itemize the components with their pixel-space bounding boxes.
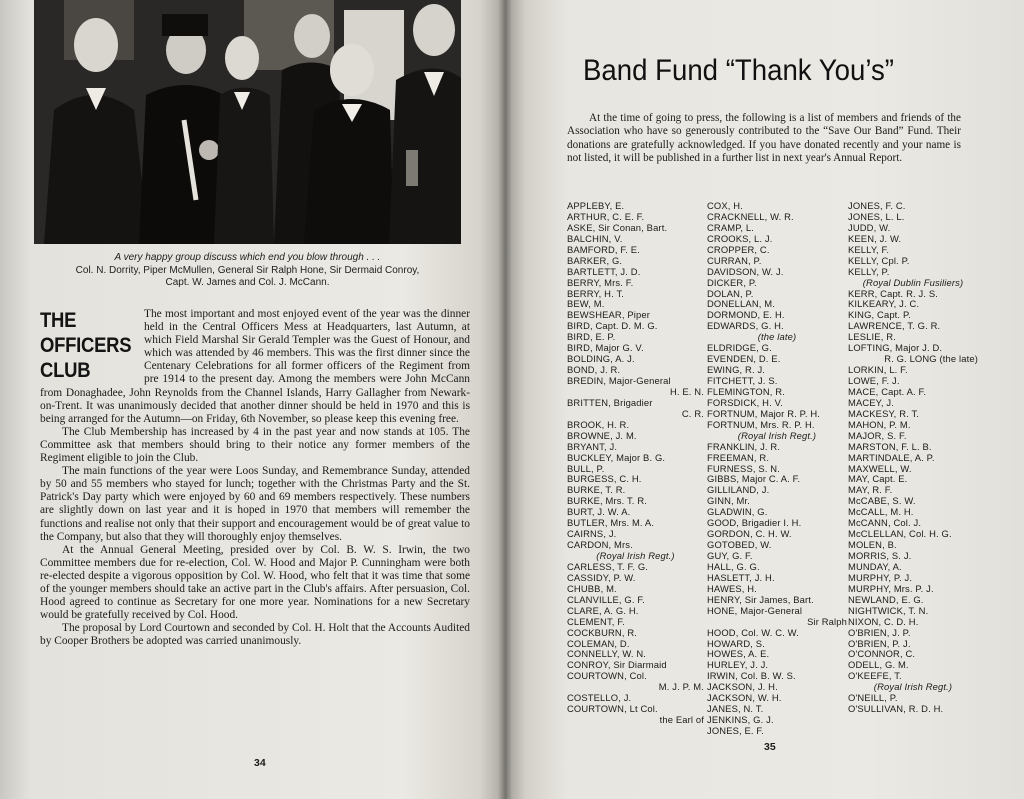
donor-name: H. E. N. [669,385,704,397]
donor-name: LOWE, F. J. [848,375,900,386]
donor-name: BARTLETT, J. D. [567,265,641,277]
donor-name: ARTHUR, C. E. F. [567,210,645,222]
donor-name: MAY, Capt. E. [848,473,908,485]
donor-name: ODELL, G. M. [848,659,909,671]
donor-name: O'KEEFE, T. [848,670,902,682]
donor-name: McCLELLAN, Col. H. G. [848,528,952,540]
left-page [0,0,505,799]
section-title-line-1: THE [40,309,77,332]
donor-name: FREEMAN, R. [707,451,770,463]
donor-column-1 [567,201,704,726]
donor-name: MARSTON, F. L. B. [848,440,932,452]
donor-name: BURKE, T. R. [567,484,626,496]
donor-name: COURTOWN, Col. [567,670,647,682]
donor-name: CASSIDY, P. W. [567,571,636,583]
donor-name: CONNELLY, W. N. [567,648,647,660]
donor-name: CROOKS, L. J. [707,232,773,244]
donor-name: BOLDING, A. J. [567,353,635,365]
donor-name: (Royal Dublin Fusiliers) [862,276,964,288]
donor-name: BIRD, Capt. D. M. G. [567,320,658,332]
donor-name: JONES, F. C. [848,200,906,211]
photo-figures [34,0,461,244]
donor-name: JACKSON, W. H. [707,692,782,704]
donor-name: LORKIN, L. F. [848,364,908,376]
donor-name: COSTELLO, J. [567,692,632,704]
intro-text [567,112,961,166]
donor-name: GIBBS, Major C. A. F. [707,473,801,485]
donor-name: CHUBB, M. [567,582,617,594]
donor-column-3 [848,201,978,715]
donor-name: LESLIE, R. [848,331,896,343]
donor-name: GUY, G. F. [707,550,753,561]
donor-name: LOFTING, Major J. D. [848,342,943,354]
section-title-line-2: OFFICERS [40,334,132,357]
paragraph-1: The most important and most enjoyed event of the year was the dinner held in the Central Officers Mess at Headquarters, last Autumn, at which Field Marshal Sir Gerald Templer was the Guest of Honour, and which was attended by 46 members. This was the first dinner since the Centenary Celebrations for all former officers of the Regiment from pre 1914 to the present day. Among the members were John McCann from Donaghadee, John Reynolds from the Channel Islands, Harry Gallagher from Newark-on-Trent. It was unanimously decided that another dinner should be held in 1970 and this is being arranged for the Autumn—on Friday, 6th November, so please keep this evening free. [40,308,470,425]
donor-name: KELLY, Cpl. P. [848,254,910,266]
donor-name: MACEY, J. [848,396,894,408]
donor-name: M. J. P. M. [658,681,704,693]
donor-name: JACKSON, J. H. [707,681,778,693]
donor-name: APPLEBY, E. [567,200,625,211]
donor-name: COURTOWN, Lt Col. [567,703,658,715]
caption-line-3: Capt. W. James and Col. J. McCann. [165,277,330,288]
donor-name: FITCHETT, J. S. [707,375,778,386]
donor-name: HASLETT, J. H. [707,571,775,583]
page-heading: Band Fund “Thank You’s” [583,54,894,87]
donor-name: JUDD, W. [848,221,891,233]
donor-name: LAWRENCE, T. G. R. [848,320,941,332]
donor-name: C. R. [681,407,704,419]
donor-name: BURT, J. W. A. [567,506,631,518]
photo-caption [34,252,461,290]
donor-name: BRITTEN, Brigadier [567,396,653,408]
donor-name: FORTNUM, Mrs. R. P. H. [707,418,815,430]
donor-name: MURPHY, P. J. [848,571,913,583]
donor-name: JANES, N. T. [707,703,764,715]
donor-name: JONES, L. L. [848,210,905,222]
donor-name: (the late) [757,331,797,343]
donor-name: EWING, R. J. [707,364,766,376]
donor-name: BERRY, H. T. [567,287,625,299]
donor-name: CLANVILLE, G. F. [567,593,645,605]
donor-name: BEWSHEAR, Piper [567,309,650,321]
donor-name: CRAMP, L. [707,221,755,233]
donor-name: HOOD, Col. W. C. W. [707,626,799,638]
donor-name: GILLILAND, J. [707,484,770,496]
donor-name: CURRAN, P. [707,254,762,266]
donor-name: GORDON, C. H. W. [707,528,792,540]
donor-name: BULL, P. [567,462,605,474]
paragraph-2: The Club Membership has increased by 4 in the past year and now stands at 105. The Committee ask that members should bring to their notice any former members of the Regiment eligible to join the Club. [40,425,470,465]
donor-name: O'BRIEN, P. J. [848,637,911,649]
donor-name: NIXON, C. D. H. [848,615,919,627]
donor-name: KING, Capt. P. [848,309,911,321]
donor-name: HENRY, Sir James, Bart. [707,593,814,605]
donor-name: BIRD, Major G. V. [567,342,644,354]
donor-name: MORRIS, S. J. [848,550,912,561]
donor-name: MURPHY, Mrs. P. J. [848,582,934,594]
donor-name: CROPPER, C. [707,243,770,255]
donor-name: BUCKLEY, Major B. G. [567,451,666,463]
donor-name: Sir Ralph [807,615,847,627]
donor-name: MAY, R. F. [848,484,893,496]
page-number-right: 35 [764,741,776,753]
donor-name: COX, H. [707,200,743,211]
donor-name: O'SULLIVAN, R. D. H. [848,703,944,715]
donor-name: FORTNUM, Major R. P. H. [707,407,821,419]
donor-name: HOWES, A. E. [707,648,770,660]
donor-name: BURGESS, C. H. [567,473,642,485]
intro-paragraph: At the time of going to press, the following is a list of members and friends of the Association who have so generously contributed to the “Save Our Band” Fund. Their donations are gratefully acknowledged. If you have donated recently and your name is not listed, it will be published in a further list in next year's Annual Report. [567,112,961,165]
section-title-line-3: CLUB [40,359,91,382]
donor-name: MAJOR, S. F. [848,429,907,441]
donor-name: BREDIN, Major-General [567,375,671,386]
donor-name: R. G. LONG (the late) [884,353,978,365]
article-body [40,308,470,648]
donor-name: FRANKLIN, J. R. [707,440,781,452]
donor-name: BIRD, E. P. [567,331,616,343]
donor-name: MARTINDALE, A. P. [848,451,935,463]
donor-name: KEEN, J. W. [848,232,902,244]
donor-name: MUNDAY, A. [848,560,902,572]
donor-name: KELLY, P. [848,265,890,277]
donor-name: MAHON, P. M. [848,418,911,430]
donor-name: NIGHTWICK, T. N. [848,604,929,616]
donor-name: HURLEY, J. J. [707,659,769,671]
donor-name: BALCHIN, V. [567,232,623,244]
paragraph-4: At the Annual General Meeting, presided over by Col. B. W. S. Irwin, the two Committee members due for re-election, Col. W. Hood and Major P. Cunningham were both re-elected despite a vigorous opposition by Col. W. Hood, who felt that it was time that some of the younger members should take an active part in the Club's affairs. After persuasion, Col. Hood agreed to continue as Secretary for one more year. Nominations for a new Secretary would be gratefully received by Col. Hood. [40,543,470,622]
donor-name: KILKEARY, J. C. [848,298,920,310]
donor-name: IRWIN, Col. B. W. S. [707,670,796,682]
donor-name: BRYANT, J. [567,440,618,452]
donor-name: MAXWELL, W. [848,462,912,474]
paragraph-3: The main functions of the year were Loos Sunday, and Remembrance Sunday, attended by 50 and 55 members who stayed for lunch; together with the Christmas Party and the St. Patrick's Day party which were enjoyed by 60 and 69 members respectively. These numbers are slightly down on last year and it is hoped in 1970 that members will remember the functions and realise not only that their support and encouragement would be of great value to the Company, but also that they will thoroughly enjoy themselves. [40,465,470,543]
donor-name: JENKINS, G. J. [707,714,774,726]
donor-name: COLEMAN, D. [567,637,630,649]
donor-name: the Earl of [659,714,704,726]
donor-name: COCKBURN, R. [567,626,638,638]
group-photograph [34,0,461,244]
donor-name: ELDRIDGE, G. [707,342,772,354]
paragraph-5: The proposal by Lord Courtown and seconded by Col. H. Holt that the Accounts Audited by Cooper Brothers be adopted was carried unanimously. [40,622,470,648]
donor-name: BARKER, G. [567,254,623,266]
donor-name: DAVIDSON, W. J. [707,265,784,277]
donor-name: EVENDEN, D. E. [707,353,781,365]
donor-name: NEWLAND, E. G. [848,593,924,605]
donor-name: JONES, E. F. [707,725,765,736]
donor-name: DICKER, P. [707,276,757,288]
donor-name: MACKESY, R. T. [848,407,920,419]
donor-name: McCANN, Col. J. [848,517,922,529]
book-gutter [498,0,512,799]
donor-name: O'NEILL, P. [848,692,898,704]
donor-name: BAMFORD, F. E. [567,243,640,255]
donor-name: CARLESS, T. F. G. [567,560,649,572]
donor-name: BURKE, Mrs. T. R. [567,495,647,507]
donor-name: CLARE, A. G. H. [567,604,639,616]
donor-name: (Royal Irish Regt.) [737,429,817,441]
page-number-left: 34 [254,757,266,769]
donor-name: GINN, Mr. [707,495,751,507]
donor-column-2 [707,201,847,737]
donor-name: MACE, Capt. A. F. [848,385,927,397]
donor-name: KERR, Capt. R. J. S. [848,287,939,299]
donor-name: CAIRNS, J. [567,528,617,540]
donor-name: McCABE, S. W. [848,495,916,507]
donor-name: MOLEN, B. [848,539,897,551]
donor-name: DONELLAN, M. [707,298,775,310]
donor-name: BEW, M. [567,298,605,310]
caption-line-2: Col. N. Dorrity, Piper McMullen, General Sir Ralph Hone, Sir Dermaid Conroy, [75,264,420,276]
donor-name: KELLY, F. [848,243,890,255]
donor-name: (Royal Irish Regt.) [596,550,675,561]
donor-name: GOOD, Brigadier I. H. [707,517,802,529]
donor-name: GLADWIN, G. [707,506,768,518]
donor-name: HONE, Major-General [707,604,803,616]
donor-name: CLEMENT, F. [567,615,625,627]
donor-name: BERRY, Mrs. F. [567,276,634,288]
donor-name: EDWARDS, G. H. [707,320,784,332]
donor-name: HALL, G. G. [707,560,760,572]
donor-name: O'CONNOR, C. [848,648,916,660]
donor-name: (Royal Irish Regt.) [873,681,953,693]
donor-name: BROOK, H. R. [567,418,630,430]
donor-name: DORMOND, E. H. [707,309,785,321]
donor-name: CARDON, Mrs. [567,539,633,551]
donor-name: HOWARD, S. [707,637,765,649]
donor-name: FLEMINGTON, R. [707,385,785,397]
donor-name: McCALL, M. H. [848,506,914,518]
donor-name: FORSDICK, H. V. [707,396,783,408]
donor-name: DOLAN, P. [707,287,754,299]
donor-name: GOTOBED, W. [707,539,772,551]
caption-line-1: A very happy group discuss which end you blow through . . . [114,252,381,263]
donor-name: BOND, J. R. [567,364,621,376]
donor-name: BUTLER, Mrs. M. A. [567,517,655,529]
donor-name: CRACKNELL, W. R. [707,210,794,222]
donor-name: HAWES, H. [707,582,757,594]
donor-name: O'BRIEN, J. P. [848,626,911,638]
donor-name: CONROY, Sir Diarmaid [567,659,667,671]
donor-name: ASKE, Sir Conan, Bart. [567,221,668,233]
donor-name: BROWNE, J. M. [567,429,637,441]
donor-name: FURNESS, S. N. [707,462,780,474]
